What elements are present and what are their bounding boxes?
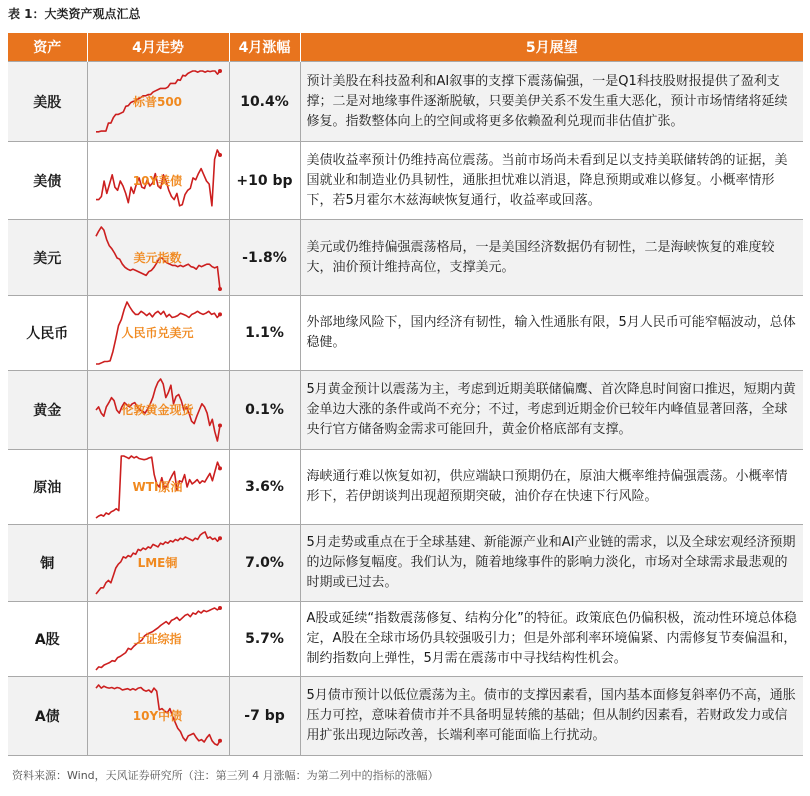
sparkline-cell <box>87 677 229 756</box>
asset-name: 铜 <box>8 525 87 602</box>
april-change: 5.7% <box>229 602 300 677</box>
sparkline-cell <box>87 371 229 450</box>
april-change: -1.8% <box>229 220 300 296</box>
may-outlook: 5月黄金预计以震荡为主，考虑到近期美联储偏鹰、首次降息时间窗口推迟，短期内黄金单边大涨的条件或尚不充分；不过，考虑到近期金价已较年内峰值显著回落，全球央行官方储备购金需求可能回升，黄金价格底部有支撑。 <box>300 371 803 450</box>
sparkline-cell <box>87 450 229 525</box>
sparkline-label: WTI原油 <box>132 480 183 494</box>
header-asset: 资产 <box>8 33 87 62</box>
asset-name: A债 <box>8 677 87 756</box>
table-row <box>8 220 803 296</box>
sparkline-end-point <box>218 739 222 743</box>
sparkline-end-point <box>218 153 222 157</box>
sparkline-end-point <box>218 69 222 73</box>
asset-name: 人民币 <box>8 296 87 371</box>
sparkline-label: 标普500 <box>132 94 183 109</box>
sparkline-end-point <box>218 424 222 428</box>
header-change: 4月涨幅 <box>229 33 300 62</box>
header-row <box>8 33 803 62</box>
asset-name: 美元 <box>8 220 87 296</box>
header-trend: 4月走势 <box>87 33 229 62</box>
may-outlook: 5月债市预计以低位震荡为主。债市的支撑因素看，国内基本面修复斜率仍不高，通胀压力可控，意味着债市并不具备明显转熊的基础；但从制约因素看，若财政发力或信用扩张出现边际改善，长端利率可能面临上行扰动。 <box>300 677 803 756</box>
april-change: 1.1% <box>229 296 300 371</box>
table-row <box>8 602 803 677</box>
may-outlook: 美债收益率预计仍维持高位震荡。当前市场尚未看到足以支持美联储转鸽的证据，美国就业和制造业仍具韧性，通胀担忧难以消退，降息预期或难以修复。小概率情形下，若5月霍尔木兹海峡恢复通行，收益率或回落。 <box>300 142 803 220</box>
sparkline-label: 10Y中债 <box>132 709 183 723</box>
sparkline-label: 10Y美债 <box>132 173 183 188</box>
sparkline-label: 伦敦黄金现货 <box>121 403 194 417</box>
sparkline-cell <box>87 62 229 142</box>
table-row <box>8 371 803 450</box>
may-outlook: A股或延续“指数震荡修复、结构分化”的特征。政策底色仍偏积极，流动性环境总体稳定，A股在全球市场仍具较强吸引力；但是外部利率环境偏紧、内需修复节奏偏温和，制约指数向上弹性，5月需在震荡市中寻找结构性机会。 <box>300 602 803 677</box>
sparkline-end-point <box>218 287 222 291</box>
asset-name: 美股 <box>8 62 87 142</box>
sparkline-label: 美元指数 <box>133 250 182 265</box>
april-change: 10.4% <box>229 62 300 142</box>
table-row <box>8 525 803 602</box>
april-change: +10 bp <box>229 142 300 220</box>
april-change: 7.0% <box>229 525 300 602</box>
table-row <box>8 62 803 142</box>
sparkline-end-point <box>218 312 222 316</box>
asset-name: A股 <box>8 602 87 677</box>
table-row <box>8 142 803 220</box>
source-note: 资料来源：Wind，天风证券研究所（注：第三列 4 月涨幅：为第二列中的指标的涨幅） <box>12 769 439 782</box>
may-outlook: 海峡通行难以恢复如初，供应端缺口预期仍在，原油大概率维持偏强震荡。小概率情形下，若伊朗谈判出现超预期突破，油价存在快速下行风险。 <box>300 450 803 525</box>
april-change: 0.1% <box>229 371 300 450</box>
sparkline-end-point <box>218 466 222 470</box>
sparkline-label: 人民币兑美元 <box>121 326 194 340</box>
asset-name: 美债 <box>8 142 87 220</box>
asset-name: 原油 <box>8 450 87 525</box>
sparkline-cell <box>87 525 229 602</box>
table-row <box>8 450 803 525</box>
sparkline-cell <box>87 142 229 220</box>
sparkline-label: LME铜 <box>137 556 178 570</box>
asset-view-table <box>8 33 803 756</box>
sparkline-cell <box>87 602 229 677</box>
april-change: -7 bp <box>229 677 300 756</box>
may-outlook: 美元或仍维持偏强震荡格局，一是美国经济数据仍有韧性，二是海峡恢复的难度较大，油价预计维持高位，支撑美元。 <box>300 220 803 296</box>
may-outlook: 5月走势或重点在于全球基建、新能源产业和AI产业链的需求，以及全球宏观经济预期的边际修复幅度。我们认为，随着地缘事件的影响力淡化，市场对全球需求最悲观的时期或已过去。 <box>300 525 803 602</box>
april-change: 3.6% <box>229 450 300 525</box>
may-outlook: 预计美股在科技盈利和AI叙事的支撑下震荡偏强，一是Q1科技股财报提供了盈利支撑；二是对地缘事件逐渐脱敏，只要美伊关系不发生重大恶化，预计市场情绪将延续修复。指数整体向上的空间或将更多依赖盈利兑现而非估值扩张。 <box>300 62 803 142</box>
table-row <box>8 677 803 756</box>
asset-name: 黄金 <box>8 371 87 450</box>
table-caption: 表 1：大类资产观点汇总 <box>8 7 141 21</box>
sparkline-cell <box>87 296 229 371</box>
may-outlook: 外部地缘风险下，国内经济有韧性，输入性通胀有限，5月人民币可能窄幅波动，总体稳健。 <box>300 296 803 371</box>
header-outlook: 5月展望 <box>300 33 803 62</box>
sparkline-end-point <box>218 536 222 540</box>
sparkline-cell <box>87 220 229 296</box>
sparkline-label: 上证综指 <box>133 632 182 646</box>
table-row <box>8 296 803 371</box>
sparkline-end-point <box>218 606 222 610</box>
